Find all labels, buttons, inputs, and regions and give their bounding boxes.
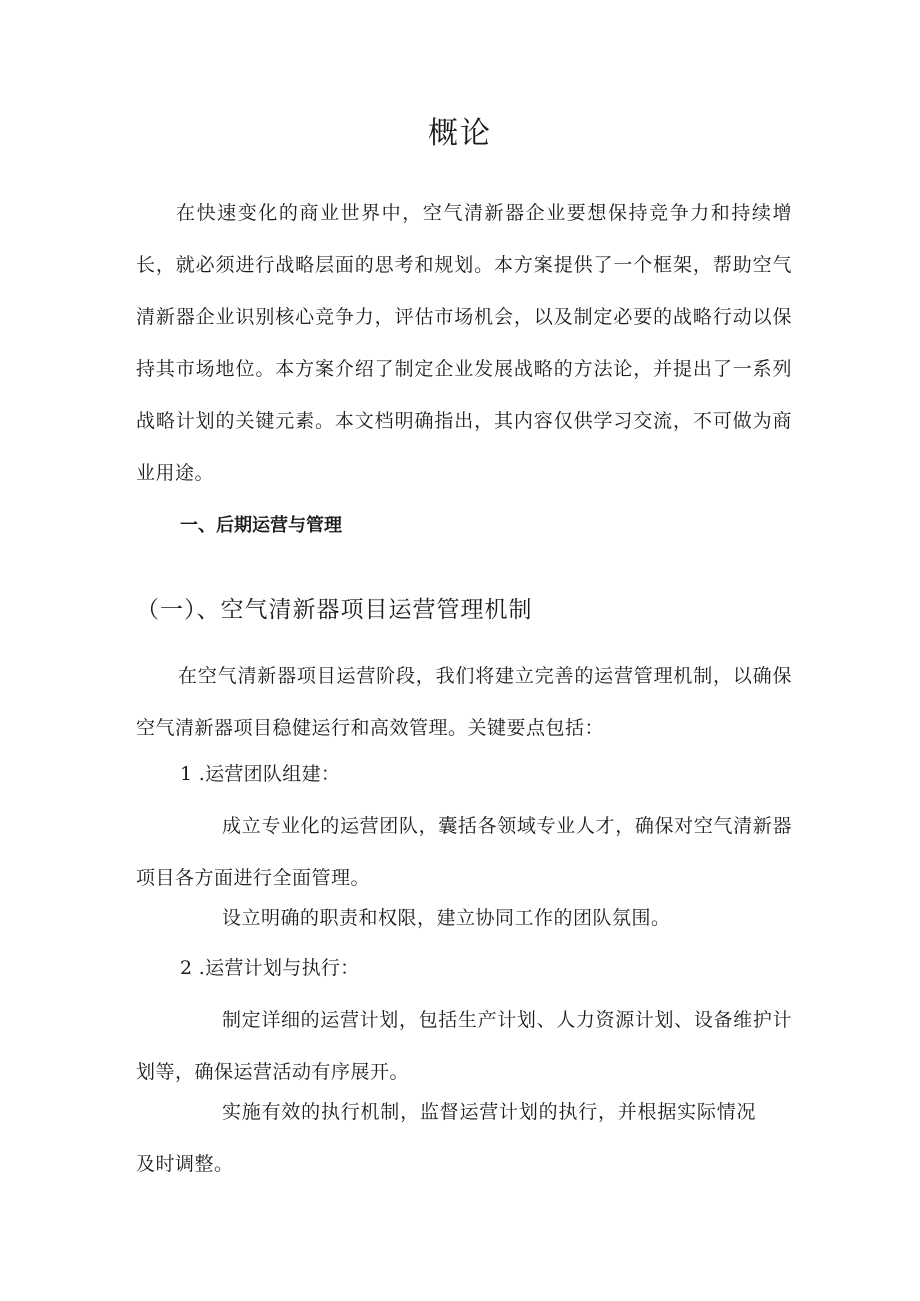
mechanism-paragraph: 在空气清新器项目运营阶段，我们将建立完善的运营管理机制，以确保空气清新器项目稳健运行和高效管理。关键要点包括： [136, 665, 792, 739]
section-heading: 一、后期运营与管理 [180, 515, 342, 536]
intro-paragraph: 在快速变化的商业世界中，空气清新器企业要想保持竞争力和持续增长，就必须进行战略层面的思考和规划。本方案提供了一个框架，帮助空气清新器企业识别核心竞争力，评估市场机会，以及制定必要的战略行动以保持其市场地位。本方案介绍了制定企业发展战略的方法论，并提出了一系列战略计划的关键元素。本文档明确指出，其内容仅供学习交流，不可做为商业用途。 [136, 202, 792, 484]
item-1-paragraph-1: 成立专业化的运营团队，囊括各领域专业人才，确保对空气清新器项目各方面进行全面管理。 [136, 815, 792, 889]
item-1-heading: 1 .运营团队组建： [180, 763, 341, 785]
item-2-heading: 2 .运营计划与执行： [180, 957, 360, 979]
page-title: 概论 [428, 116, 492, 151]
subsection-heading: （一）、空气清新器项目运营管理机制 [136, 597, 533, 623]
item-2-paragraph-1: 制定详细的运营计划，包括生产计划、人力资源计划、设备维护计划等，确保运营活动有序展开。 [136, 1009, 792, 1083]
item-2-paragraph-2: 实施有效的执行机制，监督运营计划的执行，并根据实际情况及时调整。 [136, 1101, 756, 1175]
item-1-paragraph-2: 设立明确的职责和权限，建立协同工作的团队氛围。 [222, 907, 671, 929]
